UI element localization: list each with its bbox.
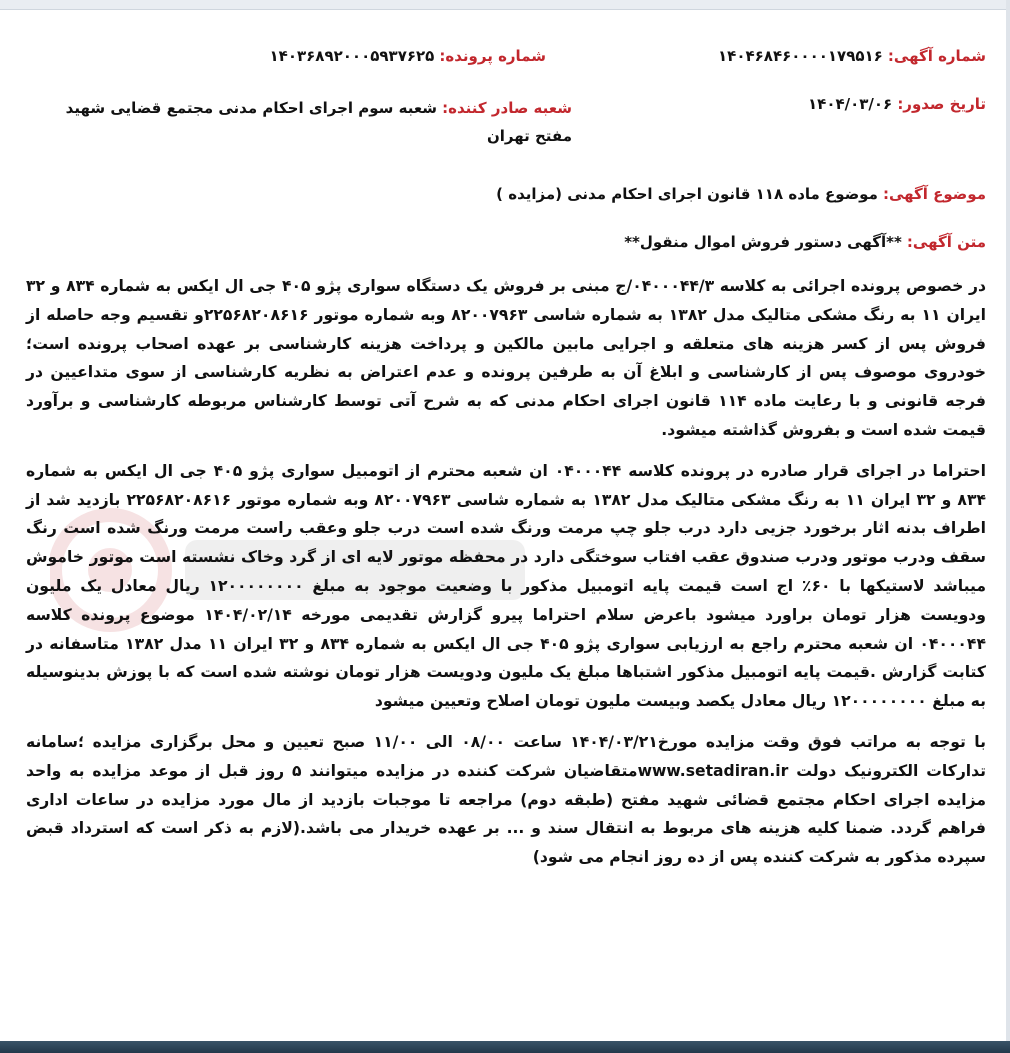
subject-label: موضوع آگهی:: [882, 185, 986, 203]
issue-date-field: [808, 94, 986, 113]
window-right-border: [1006, 0, 1010, 1053]
issuing-branch-label: شعبه صادر کننده:: [442, 99, 572, 117]
subject-value: موضوع ماده ۱۱۸ قانون اجرای احکام مدنی (مزایده ): [496, 185, 878, 203]
issuing-branch-value: شعبه سوم اجرای احکام مدنی مجتمع قضایی شهید مفتح تهران: [65, 99, 572, 145]
ad-text-label: متن آگهی:: [906, 233, 986, 251]
case-number-value: ۱۴۰۳۶۸۹۲۰۰۰۵۹۳۷۶۲۵: [269, 47, 435, 65]
ad-text-heading: [624, 232, 986, 251]
body-paragraph: در خصوص پرونده اجرائی به کلاسه ۰۴۰۰۰۴۴/۳/ج مبنی بر فروش یک دستگاه سواری پژو ۴۰۵ جی ال ایکس به شماره ۸۳۴ و ۳۲ ایران ۱۱ به رنگ مشکی متالیک مدل ۱۳۸۲ به شماره شاسی ۸۲۰۰۷۹۶۳ وبه شماره موتور ۲۲۵۶۸۲۰۸۶۱۶و تقسیم وجه حاصله از فروش پس از کسر هزینه های متعلقه و اجرایی مابین مالکین و پرداخت هزینه کارشناسی بر عهده اصحاب پرونده است؛خودروی موصوف پس از کارشناسی و ابلاغ آن به طرفین پرونده و عدم اعتراض به نظریه کارشناسی از سوی متداعیین در فرجه قانونی و با رعایت ماده ۱۱۴ قانون اجرای احکام مدنی که به شرح آتی توسط کارشناس مربوطه کارشناسی و برآورد قیمت شده است و بفروش گذاشته میشود.: [26, 277, 987, 439]
subject-field: [496, 184, 986, 203]
window-top-border: [0, 0, 1010, 10]
ad-number-field: [718, 46, 986, 65]
issue-date-label: تاریخ صدور:: [897, 95, 986, 113]
ad-number-label: شماره آگهی:: [887, 47, 986, 65]
issue-date-value: ۱۴۰۴/۰۳/۰۶: [808, 95, 893, 113]
window-bottom-bar: [0, 1041, 1010, 1053]
body-paragraph: با توجه به مراتب فوق وقت مزایده مورخ۱۴۰۴/۰۳/۲۱ ساعت ۰۸/۰۰ الی ۱۱/۰۰ صبح تعیین و محل برگزاری مزایده ؛سامانه تدارکات الکترونیک دولت www.setadiran.irمتقاضیان شرکت کننده در مزایده میتوانند ۵ روز قبل از موعد مزایده به واحد مزایده اجرای احکام مجتمع قضائی شهید مفتح (طبقه دوم) مراجعه تا موجبات بازدید از مال مورد مزایده در ساعات اداری فراهم گردد. ضمنا کلیه هزینه های مربوط به انتقال سند و ... بر عهده خریدار می باشد.(لازم به ذکر است که استرداد قبض سپرده مذکور به شرکت کننده پس از ده روز انجام می شود): [26, 732, 987, 867]
ad-number-value: ۱۴۰۴۶۸۴۶۰۰۰۰۱۷۹۵۱۶: [718, 47, 883, 65]
case-number-label: شماره پرونده:: [439, 47, 546, 65]
body-paragraph: احتراما در اجرای قرار صادره در پرونده کلاسه ۰۴۰۰۰۴۴ ان شعبه محترم از اتومبیل سواری پژو ۴۰۵ جی ال ایکس به شماره ۸۳۴ و ۳۲ ایران ۱۱ به رنگ مشکی متالیک مدل ۱۳۸۲ به شماره شاسی ۸۲۰۰۷۹۶۳ وبه شماره موتور ۲۲۵۶۸۲۰۸۶۱۶ بازدید شد از اطراف بدنه اثار برخورد جزیی دارد درب جلو چپ مرمت ورنگ شده است درب جلو وعقب راست مرمت ورنگ شده است رنگ سقف ودرب موتور ودرب صندوق عقب افتاب سوختگی دارد در محفظه موتور لایه ای از گرد وخاک نشسته است موتور خاموش میباشد لاستیکها با ۶۰٪ اج است قیمت پایه اتومبیل مذکور با وضعیت موجود به مبلغ ۱۲۰۰۰۰۰۰۰۰ ریال معادل یک ملیون ودویست هزار تومان براورد میشود باعرض سلام احتراما پیرو گزارش تقدیمی مورخه ۱۴۰۴/۰۲/۱۴ موضوع پرونده کلاسه ۰۴۰۰۰۴۴ ان شعبه محترم راجع به ارزیابی سواری پژو ۴۰۵ جی ال ایکس به شماره ۸۳۴ و ۳۲ ایران ۱۱ مدل ۱۳۸۲ متاسفانه در کتابت گزارش .قیمت پایه اتومبیل مذکور اشتباها مبلغ یک ملیون ودویست هزار تومان نوشته شده است که با پوزش بدینوسیله به مبلغ ۱۲۰۰۰۰۰۰۰۰ ریال معادل یکصد وبیست ملیون تومان اصلاح وتعیین میشود: [26, 461, 986, 711]
case-number-field: [226, 46, 546, 65]
ad-text-title: **آگهی دستور فروش اموال منقول**: [624, 233, 902, 251]
issuing-branch-field: [52, 94, 572, 150]
ad-body: [26, 272, 986, 884]
